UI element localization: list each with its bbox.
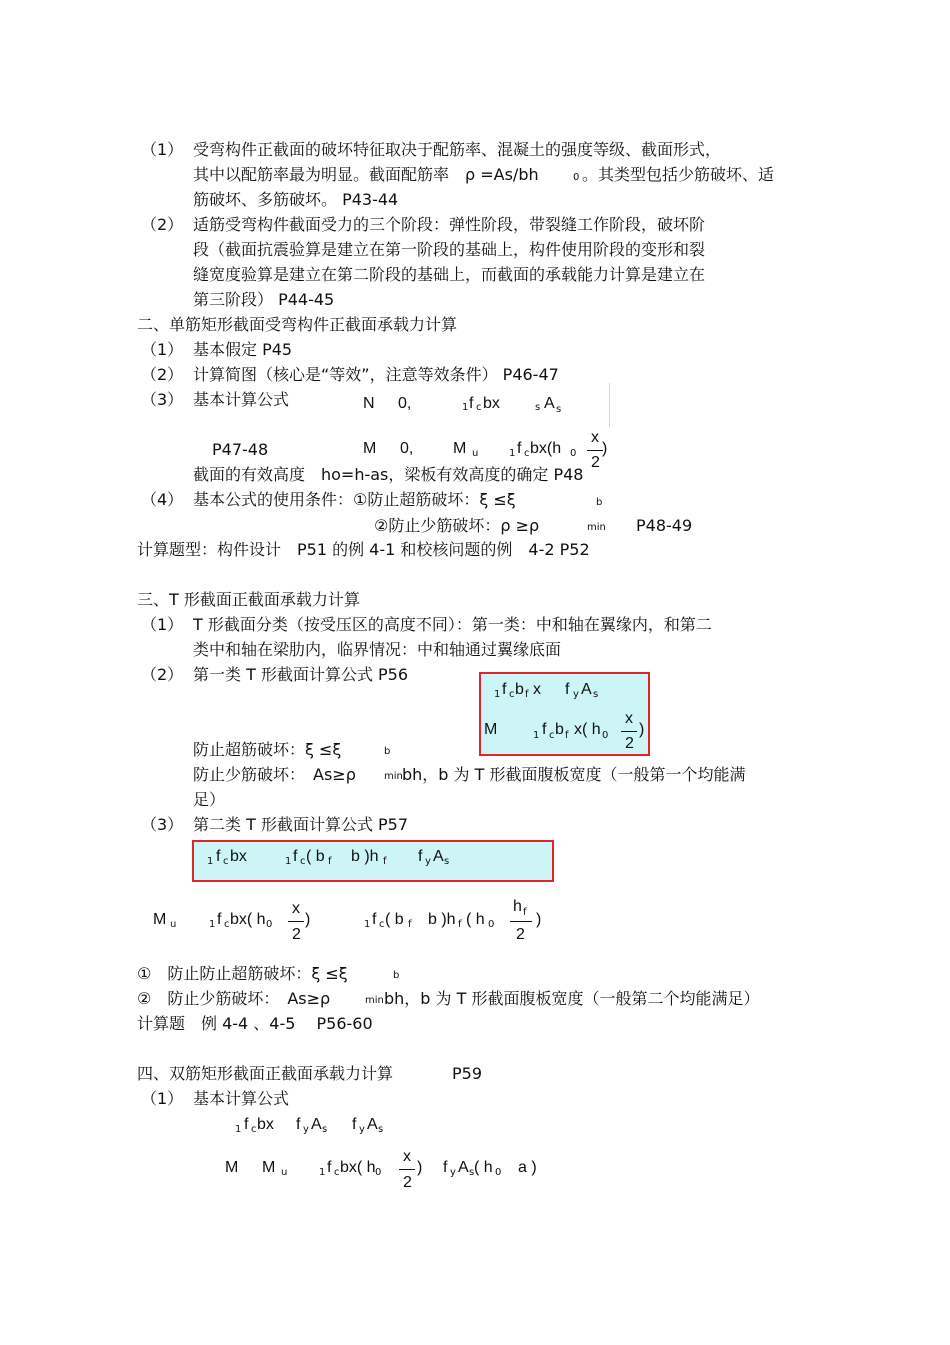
subscript-c: c xyxy=(476,402,482,413)
subscript-c: c xyxy=(334,1167,340,1178)
formula-m-zero: 0, xyxy=(400,440,414,457)
item-marker-1: （1） xyxy=(141,340,184,359)
closing-paren: ) xyxy=(639,721,645,738)
item-marker-1: （1） xyxy=(141,1089,184,1108)
alpha-subscript: 1 xyxy=(285,856,292,867)
formula-f: f xyxy=(517,440,522,457)
item-marker-1: （1） xyxy=(141,140,184,159)
prevent-over-reinforced: 防止超筋破坏：ξ ≤ξ xyxy=(193,740,342,759)
formula-f: f xyxy=(372,911,377,928)
condition-1: ① 防止防止超筋破坏：ξ ≤ξ xyxy=(137,964,348,983)
subscript-0: 0 xyxy=(266,919,273,930)
usage-condition-1: 基本公式的使用条件：①防止超筋破坏：ξ ≤ξ xyxy=(193,490,516,509)
para-1-line-3: 筋破坏、多筋破坏。 P43-44 xyxy=(193,190,399,209)
formula-f: f xyxy=(443,1159,448,1176)
subscript-min: min xyxy=(384,771,403,782)
basic-assumption: 基本假定 P45 xyxy=(193,340,293,359)
section-3-heading: 三、T 形截面正截面承载力计算 xyxy=(137,590,360,609)
section-4-heading: 四、双筋矩形截面正截面承载力计算 xyxy=(137,1064,394,1083)
formula-m-symbol: M xyxy=(225,1159,239,1176)
alpha-subscript: 1 xyxy=(533,730,540,741)
para-1-line-2: 其中以配筋率最为明显。截面配筋率 ρ =As/bh xyxy=(193,165,539,184)
formula-mu: M xyxy=(453,440,467,457)
formula-b: b xyxy=(515,681,524,698)
formula-A: A xyxy=(433,848,444,865)
formula-bh: b )h xyxy=(351,848,379,865)
subscript-0: 0 xyxy=(488,919,495,930)
formula-f: f xyxy=(296,1116,301,1133)
formula-x: x xyxy=(533,681,541,698)
alpha-subscript: 1 xyxy=(494,689,501,700)
subscript-f: f xyxy=(383,856,387,867)
condition-2: ② 防止少筋破坏： As≥ρ xyxy=(137,989,331,1008)
item-marker-2: （2） xyxy=(141,215,184,234)
fraction-denominator: 2 xyxy=(403,1174,412,1191)
formula-f: f xyxy=(216,848,221,865)
alpha-subscript: 1 xyxy=(319,1167,326,1178)
fraction-numerator: x xyxy=(403,1148,411,1165)
formula-f: f xyxy=(217,911,222,928)
subscript-f: f xyxy=(458,919,462,930)
subscript-0: 0 xyxy=(495,1167,502,1178)
subscript-s: s xyxy=(378,1124,384,1135)
subscript-u: u xyxy=(170,919,177,930)
formula-mu: M xyxy=(262,1159,276,1176)
formula-f: f xyxy=(565,681,570,698)
item-marker-4: （4） xyxy=(141,490,184,509)
formula-n-zero: 0, xyxy=(398,395,412,412)
formula-f: f xyxy=(327,1159,332,1176)
page-ref: P47-48 xyxy=(212,440,269,459)
closing-paren: ) xyxy=(305,911,311,928)
type-1-formula-label: 第一类 T 形截面计算公式 P56 xyxy=(193,665,409,684)
basic-formula-label: 基本计算公式 xyxy=(193,1089,290,1108)
subscript-min: min xyxy=(587,522,606,533)
fraction-denominator: 2 xyxy=(591,454,600,471)
formula-b: ( b xyxy=(306,848,325,865)
alpha-subscript: 1 xyxy=(364,919,371,930)
page-ref: P48-49 xyxy=(636,516,693,535)
formula-b: b xyxy=(555,721,564,738)
subscript-y: y xyxy=(303,1124,309,1135)
fraction-numerator: x xyxy=(292,900,300,917)
alpha-subscript: 1 xyxy=(209,919,216,930)
fraction-numerator: x xyxy=(591,429,599,446)
subscript-s: s xyxy=(469,1167,475,1178)
formula-m-symbol: M xyxy=(484,721,498,738)
subscript-c: c xyxy=(300,856,306,867)
subscript-b: b xyxy=(384,746,391,757)
alpha-subscript: 1 xyxy=(462,402,469,413)
alpha-subscript: 1 xyxy=(509,448,516,459)
t-section-class-line-1: T 形截面分类（按受压区的高度不同）：第一类：中和轴在翼缘内，和第二 xyxy=(193,615,712,634)
calc-type: 计算题型：构件设计 P51 的例 4-1 和校核问题的例 4-2 P52 xyxy=(137,540,590,559)
formula-m-symbol: M xyxy=(363,440,377,457)
prevent-under-reinforced-end: bh，b 为 T 形截面腹板宽度（一般第一个均能满 xyxy=(402,765,746,784)
subscript-u: u xyxy=(281,1167,288,1178)
subscript-s: s xyxy=(444,856,450,867)
formula-f: f xyxy=(418,848,423,865)
subscript-0: 0 xyxy=(570,448,577,459)
item-marker-3: （3） xyxy=(141,815,184,834)
para-2-line-2: 段（截面抗震验算是建立在第一阶段的基础上，构件使用阶段的变形和裂 xyxy=(193,240,706,259)
brace-line xyxy=(609,383,610,427)
subscript-s: s xyxy=(535,402,541,413)
page-ref: P59 xyxy=(452,1064,483,1083)
alpha-subscript: 1 xyxy=(235,1124,242,1135)
alpha-subscript: 1 xyxy=(207,856,214,867)
subscript-s: s xyxy=(322,1124,328,1135)
closing-paren: ) xyxy=(602,440,608,457)
subscript-f: f xyxy=(408,919,412,930)
formula-f: f xyxy=(244,1116,249,1133)
prevent-under-reinforced: 防止少筋破坏： As≥ρ xyxy=(193,765,356,784)
subscript-f: f xyxy=(565,730,569,741)
subscript-f: f xyxy=(328,856,332,867)
type-2-formula-label: 第二类 T 形截面计算公式 P57 xyxy=(193,815,409,834)
t-section-class-line-2: 类中和轴在梁肋内，临界情况：中和轴通过翼缘底面 xyxy=(193,640,562,659)
subscript-y: y xyxy=(450,1167,456,1178)
formula-f: f xyxy=(469,395,474,412)
basic-formula-label: 基本计算公式 xyxy=(193,390,290,409)
item-marker-1: （1） xyxy=(141,615,184,634)
formula-b: ( b xyxy=(385,911,404,928)
subscript-c: c xyxy=(524,448,530,459)
formula-bx-h: bx(h xyxy=(530,440,562,457)
formula-A: A xyxy=(458,1159,469,1176)
subscript-c: c xyxy=(379,919,385,930)
subscript-min: min xyxy=(365,995,384,1006)
subscript-f: f xyxy=(525,689,529,700)
formula-h: ( h xyxy=(466,911,485,928)
fraction-numerator: h xyxy=(513,898,522,915)
formula-mu: M xyxy=(153,911,167,928)
formula-f: f xyxy=(352,1116,357,1133)
fraction-bar xyxy=(587,450,603,451)
subscript-0: 0 xyxy=(375,1167,382,1178)
formula-bx-h: bx( h xyxy=(230,911,266,928)
subscript-0: 0 xyxy=(573,172,580,183)
subscript-b: b xyxy=(596,497,603,508)
subscript-f: f xyxy=(523,907,527,918)
para-2-line-1: 适筋受弯构件截面受力的三个阶段：弹性阶段，带裂缝工作阶段，破坏阶 xyxy=(193,215,706,234)
formula-n-symbol: N xyxy=(363,395,375,412)
para-2-line-3: 缝宽度验算是建立在第二阶段的基础上，而截面的承载能力计算是建立在 xyxy=(193,265,706,284)
fraction-denominator: 2 xyxy=(292,926,301,943)
usage-condition-2: ②防止少筋破坏：ρ ≥ρ xyxy=(374,516,540,535)
subscript-c: c xyxy=(509,689,515,700)
closing-paren: ) xyxy=(417,1159,423,1176)
formula-A: A xyxy=(544,395,555,412)
formula-f: f xyxy=(542,721,547,738)
calc-diagram: 计算简图（核心是“等效”，注意等效条件） P46-47 xyxy=(193,365,559,384)
fraction-denominator: 2 xyxy=(516,926,525,943)
formula-bh: b )h xyxy=(428,911,456,928)
subscript-s: s xyxy=(593,689,599,700)
fraction-bar xyxy=(399,1169,415,1170)
subscript-b: b xyxy=(393,970,400,981)
item-marker-3: （3） xyxy=(141,390,184,409)
fraction-bar xyxy=(288,921,304,922)
subscript-y: y xyxy=(359,1124,365,1135)
formula-bx: bx xyxy=(230,848,247,865)
item-marker-2: （2） xyxy=(141,365,184,384)
formula-A: A xyxy=(581,681,592,698)
subscript-0: 0 xyxy=(602,730,609,741)
subscript-c: c xyxy=(251,1124,257,1135)
formula-bx: bx xyxy=(483,395,500,412)
subscript-s: s xyxy=(556,404,562,415)
formula-h: ( h xyxy=(474,1159,493,1176)
condition-2-end: bh，b 为 T 形截面腹板宽度（一般第二个均能满足） xyxy=(384,989,760,1008)
formula-f: f xyxy=(502,681,507,698)
closing-paren: ) xyxy=(536,911,542,928)
formula-bx: bx xyxy=(257,1116,274,1133)
formula-A: A xyxy=(311,1116,322,1133)
formula-bx-h: bx( h xyxy=(340,1159,376,1176)
subscript-y: y xyxy=(573,689,579,700)
fraction-denominator: 2 xyxy=(625,735,634,752)
section-2-heading: 二、单筋矩形截面受弯构件正截面承载力计算 xyxy=(137,315,458,334)
calc-examples: 计算题 例 4-4 、4-5 P56-60 xyxy=(137,1014,373,1033)
prevent-under-reinforced-line-2: 足） xyxy=(193,790,226,809)
formula-A: A xyxy=(367,1116,378,1133)
item-marker-2: （2） xyxy=(141,665,184,684)
subscript-c: c xyxy=(224,919,230,930)
subscript-c: c xyxy=(223,856,229,867)
fraction-bar xyxy=(621,731,637,732)
para-1-line-2-end: 。其类型包括少筋破坏、适 xyxy=(582,165,775,184)
effective-height: 截面的有效高度 ho=h-as，梁板有效高度的确定 P48 xyxy=(193,465,584,484)
subscript-c: c xyxy=(549,730,555,741)
formula-f: f xyxy=(293,848,298,865)
fraction-numerator: x xyxy=(625,710,633,727)
formula-a: a ) xyxy=(518,1159,537,1176)
subscript-u: u xyxy=(472,448,479,459)
fraction-bar xyxy=(510,921,532,922)
subscript-y: y xyxy=(425,856,431,867)
formula-x-h: x( h xyxy=(574,721,601,738)
para-1-line-1: 受弯构件正截面的破坏特征取决于配筋率、混凝土的强度等级、截面形式， xyxy=(193,140,722,159)
para-2-line-4: 第三阶段） P44-45 xyxy=(193,290,335,309)
